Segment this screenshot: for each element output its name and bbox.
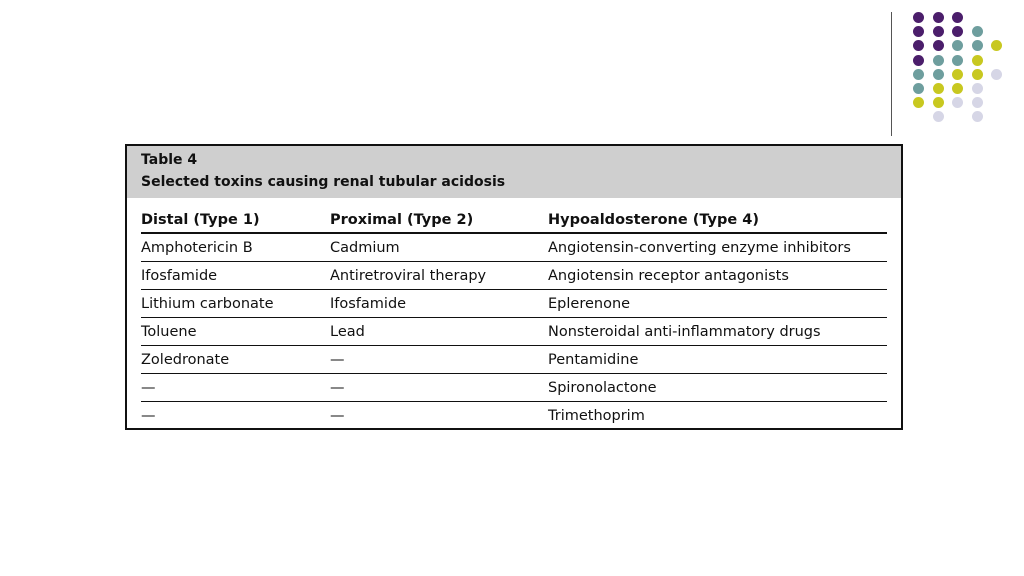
table-header-row [141, 207, 887, 233]
table-cell: Lead [330, 318, 548, 346]
table-title: Selected toxins causing renal tubular acidosis [141, 174, 506, 190]
decorative-dot [913, 55, 924, 66]
table-cell: Pentamidine [548, 346, 887, 374]
decorative-dot [991, 40, 1002, 51]
table-cell: Zoledronate [141, 346, 330, 374]
table-cell: Angiotensin-converting enzyme inhibitors [548, 233, 887, 262]
decorative-divider [891, 12, 892, 136]
decorative-dot [913, 69, 924, 80]
decorative-dot [913, 26, 924, 37]
decorative-dot [913, 12, 924, 23]
decorative-dot [952, 12, 963, 23]
table-cell: — [330, 402, 548, 430]
table-cell: Lithium carbonate [141, 290, 330, 318]
table-container [125, 144, 903, 430]
decorative-dot [952, 26, 963, 37]
decorative-dot-grid [905, 10, 1015, 125]
decorative-dot [952, 97, 963, 108]
decorative-dot [972, 97, 983, 108]
column-header-distal: Distal (Type 1) [141, 207, 330, 233]
table-cell: Trimethoprim [548, 402, 887, 430]
decorative-dot [933, 97, 944, 108]
decorative-dot [913, 97, 924, 108]
table-caption [127, 146, 901, 198]
table-number: Table 4 [141, 152, 198, 168]
table-cell: Ifosfamide [330, 290, 548, 318]
decorative-dot [991, 69, 1002, 80]
table-cell: Antiretroviral therapy [330, 262, 548, 290]
decorative-dot [933, 69, 944, 80]
table-row [141, 290, 887, 318]
table-cell: Toluene [141, 318, 330, 346]
column-header-hypoaldosterone: Hypoaldosterone (Type 4) [548, 207, 887, 233]
decorative-dot [972, 69, 983, 80]
decorative-dot [933, 83, 944, 94]
table-cell: Eplerenone [548, 290, 887, 318]
table-cell: — [141, 402, 330, 430]
toxins-table [141, 207, 887, 430]
table-cell: Angiotensin receptor antagonists [548, 262, 887, 290]
table-row [141, 318, 887, 346]
decorative-dot [952, 40, 963, 51]
decorative-dot [933, 40, 944, 51]
table-row [141, 346, 887, 374]
decorative-dot [952, 55, 963, 66]
decorative-dot [933, 55, 944, 66]
table-cell: — [330, 346, 548, 374]
decorative-dot [933, 26, 944, 37]
table-row [141, 233, 887, 262]
table-cell: Nonsteroidal anti-inflammatory drugs [548, 318, 887, 346]
decorative-dot [972, 83, 983, 94]
decorative-dot [933, 111, 944, 122]
table-cell: Cadmium [330, 233, 548, 262]
decorative-dot [913, 40, 924, 51]
table-cell: — [141, 374, 330, 402]
table-cell: Amphotericin B [141, 233, 330, 262]
table-cell: Ifosfamide [141, 262, 330, 290]
decorative-dot [952, 69, 963, 80]
decorative-dot [972, 40, 983, 51]
decorative-dot [952, 83, 963, 94]
decorative-dot [972, 26, 983, 37]
decorative-dot [933, 12, 944, 23]
table-row [141, 374, 887, 402]
table-row [141, 262, 887, 290]
decorative-dot [972, 111, 983, 122]
column-header-proximal: Proximal (Type 2) [330, 207, 548, 233]
decorative-dot [913, 83, 924, 94]
table-row [141, 402, 887, 430]
table-cell: Spironolactone [548, 374, 887, 402]
decorative-dot [972, 55, 983, 66]
table-cell: — [330, 374, 548, 402]
